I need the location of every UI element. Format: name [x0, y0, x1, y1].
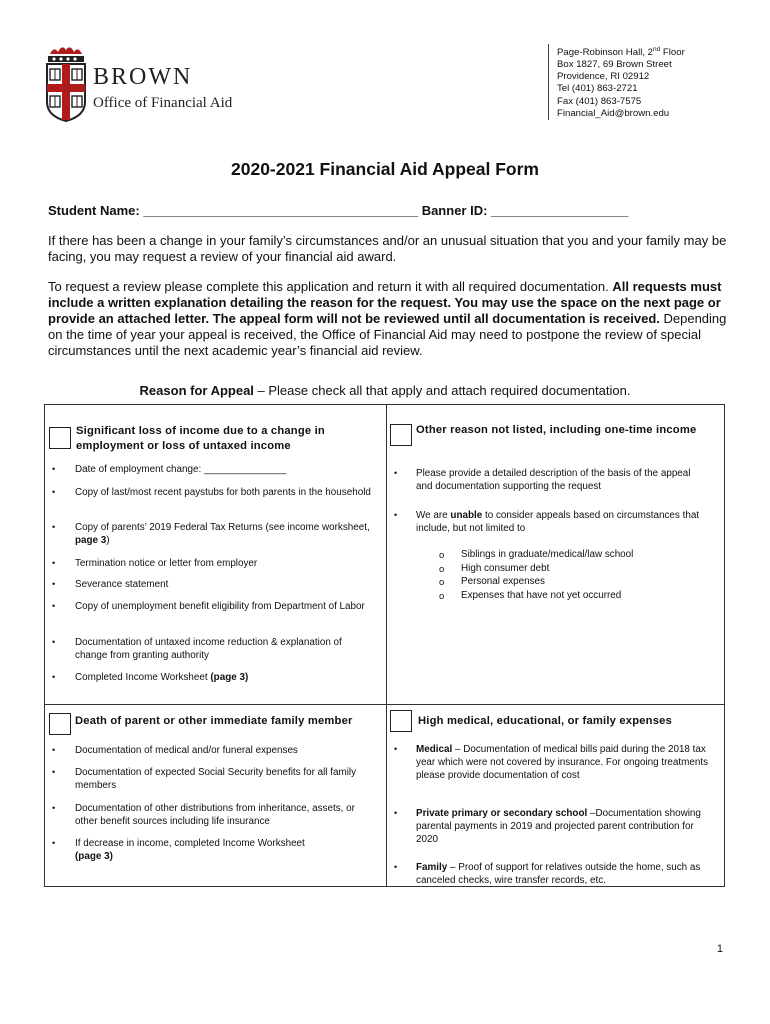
address-line-3: Providence, RI 02912 [557, 71, 650, 83]
brown-university-shield-icon [44, 44, 88, 122]
form-title: 2020-2021 Financial Aid Appeal Form [231, 159, 539, 179]
address-fax: Fax (401) 863-7575 [557, 95, 642, 107]
brand-office: Office of Financial Aid [93, 95, 233, 111]
list-item: Documentation of expected Social Security benefits for all family members [75, 767, 357, 791]
sub-list-item: High consumer debt [461, 563, 550, 574]
list-item: Completed Income Worksheet (page 3) [75, 672, 249, 683]
other-reason-heading: Other reason not listed, including one-time income [416, 424, 697, 436]
list-item: Date of employment change: _______________ [75, 464, 287, 475]
brand-name: BROWN [93, 64, 193, 90]
list-item: Copy of parents’ 2019 Federal Tax Returns (see income worksheet, page 3) [75, 522, 370, 546]
other-reason-checkbox[interactable] [390, 424, 412, 446]
student-name-banner-id-line[interactable]: Student Name: ______________________________________ Banner ID: ___________________ [48, 203, 629, 218]
high-expenses-checkbox[interactable] [390, 710, 412, 732]
list-item: Severance statement [75, 579, 169, 590]
list-item: Copy of unemployment benefit eligibility from Department of Labor [75, 601, 365, 612]
death-checkbox[interactable] [49, 713, 71, 735]
address-line-1: Page-Robinson Hall, 2nd Floor [557, 46, 685, 59]
table-divider-horizontal [44, 704, 725, 705]
reason-for-appeal-line: Reason for Appeal – Please check all that apply and attach required documentation. [139, 383, 631, 398]
sub-list-item: Personal expenses [461, 576, 545, 587]
list-item: Documentation of untaxed income reduction & explanation of change from granting authority [75, 637, 342, 661]
list-item: Please provide a detailed description of the basis of the appeal and documentation supporting the request [416, 468, 691, 492]
page-number: 1 [716, 943, 723, 955]
intro-paragraph-1: If there has been a change in your family’s circumstances and/or an unusual situation that you and your family may be facing, you may request a review of your financial aid award. [48, 233, 727, 264]
list-item: Private primary or secondary school –Documentation showing parental payments in 2019 and projected parent contribution for 2020 [416, 808, 701, 845]
high-expenses-heading: High medical, educational, or family expenses [418, 715, 672, 727]
list-item: Termination notice or letter from employer [75, 558, 258, 569]
list-item: Family – Proof of support for relatives outside the home, such as canceled checks, wire transfer records, etc. [416, 862, 701, 886]
sub-list-item: Expenses that have not yet occurred [461, 590, 622, 601]
list-item: If decrease in income, completed Income Worksheet (page 3) [75, 838, 305, 862]
sub-list-item: Siblings in graduate/medical/law school [461, 549, 634, 560]
intro-paragraph-2: To request a review please complete this application and return it with all required documentation. All requests must include a written explanation detailing the reason for the request. You may use the space on the next page or provide an attached letter. The appeal form will not be reviewed until all documentation is received. Depending on the time of year your appeal is received, the Office of Financial Aid may need to postpone the review of special circumstances until the next academic year’s financial aid review. [48, 279, 727, 358]
death-heading: Death of parent or other immediate family member [75, 715, 353, 727]
list-item: Copy of last/most recent paystubs for both parents in the household [75, 487, 371, 498]
address-email: Financial_Aid@brown.edu [557, 107, 670, 119]
employment-heading: Significant loss of income due to a change in employment or loss of untaxed income [76, 425, 325, 452]
address-line-2: Box 1827, 69 Brown Street [557, 59, 672, 71]
list-item: Documentation of other distributions from inheritance, assets, or other benefit sources including life insurance [75, 803, 355, 827]
employment-checkbox[interactable] [49, 427, 71, 449]
address-block [548, 44, 685, 120]
list-item: Documentation of medical and/or funeral expenses [75, 745, 298, 756]
list-item: Medical – Documentation of medical bills paid during the 2018 tax year which were not covered by insurance. For ongoing treatments please provide documentation of cost [416, 744, 709, 781]
table-divider-vertical [386, 404, 387, 887]
address-phone: Tel (401) 863-2721 [557, 83, 638, 95]
list-item: We are unable to consider appeals based on circumstances that include, but not limited to [416, 510, 700, 534]
